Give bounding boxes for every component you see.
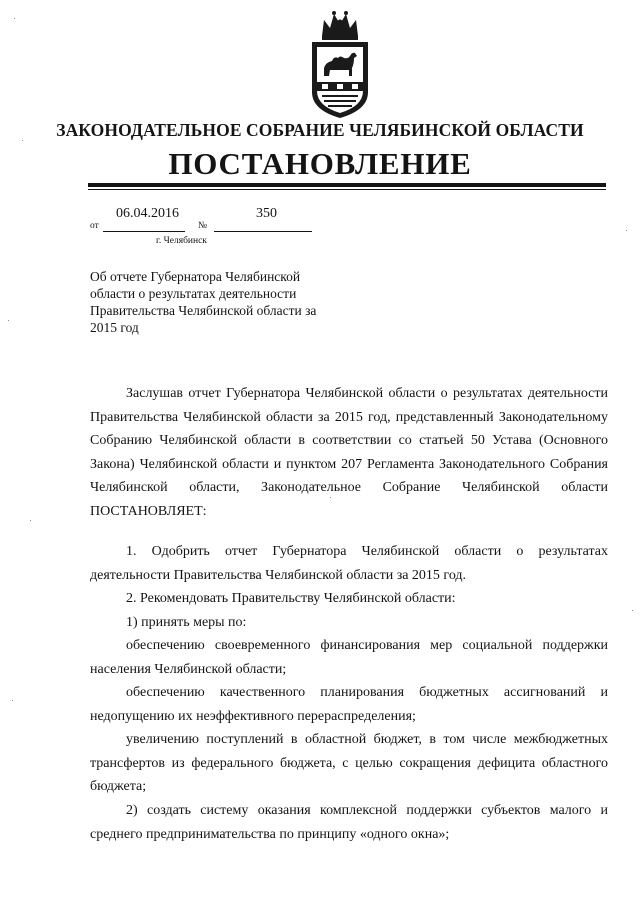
scan-speck bbox=[626, 230, 627, 231]
number-label: № bbox=[198, 221, 208, 231]
scan-speck bbox=[12, 700, 13, 701]
from-label: от bbox=[90, 221, 99, 231]
document-date: 06.04.2016 bbox=[116, 206, 179, 221]
item-2-1: 1) принять меры по: bbox=[126, 615, 247, 630]
scan-speck bbox=[30, 520, 31, 521]
document-subject: Об отчете Губернатора Челябинской области о результатах деятельности Правительства Челябинской области за 2015 год bbox=[90, 269, 317, 335]
measure-a: обеспечению своевременного финансирования мер социальной поддержки населения Челябинской области; bbox=[90, 638, 608, 677]
scan-speck bbox=[330, 497, 331, 498]
date-underline bbox=[103, 231, 185, 232]
organization-name: ЗАКОНОДАТЕЛЬНОЕ СОБРАНИЕ ЧЕЛЯБИНСКОЙ ОБЛАСТИ bbox=[56, 120, 584, 140]
item-2-2: 2) создать систему оказания комплексной поддержки субъектов малого и среднего предпринимательства по принципу «одного окна»; bbox=[90, 803, 608, 842]
measure-b: обеспечению качественного планирования бюджетных ассигнований и недопущению их неэффективного перераспределения; bbox=[90, 685, 608, 724]
header-rule-thick bbox=[88, 183, 606, 187]
header-rule-thin bbox=[88, 189, 606, 190]
scan-speck bbox=[8, 320, 9, 321]
item-2: 2. Рекомендовать Правительству Челябинской области: bbox=[126, 591, 456, 606]
measure-c: увеличению поступлений в областной бюджет, в том числе межбюджетных трансфертов из федерального бюджета, с целью сокращения дефицита областного бюджета; bbox=[90, 732, 608, 794]
document-number: 350 bbox=[256, 206, 277, 221]
number-underline bbox=[214, 231, 312, 232]
scan-speck bbox=[22, 140, 23, 141]
chelyabinsk-coat-of-arms-icon bbox=[300, 6, 380, 122]
scan-speck bbox=[632, 610, 633, 611]
item-1: 1. Одобрить отчет Губернатора Челябинской области о результатах деятельности Правительства Челябинской области за 2015 год. bbox=[90, 544, 608, 583]
city-label: г. Челябинск bbox=[156, 236, 207, 246]
document-type: ПОСТАНОВЛЕНИЕ bbox=[168, 146, 472, 181]
preamble-paragraph bbox=[90, 382, 608, 548]
scan-speck bbox=[14, 18, 15, 19]
resolves-text: ПОСТАНОВЛЯЕТ: bbox=[90, 503, 207, 519]
preamble-text: Заслушав отчет Губернатора Челябинской области о результатах деятельности Правительства Челябинской области за 2015 год, представленный Законодательному Собранию Челябинской области в соответствии со статьей 50 Устава (Основного Закона) Челябинской области и пунктом 207 Регламента Законодательного Собрания Челябинской области, Законодательное Собрание Челябинской области bbox=[90, 386, 608, 495]
